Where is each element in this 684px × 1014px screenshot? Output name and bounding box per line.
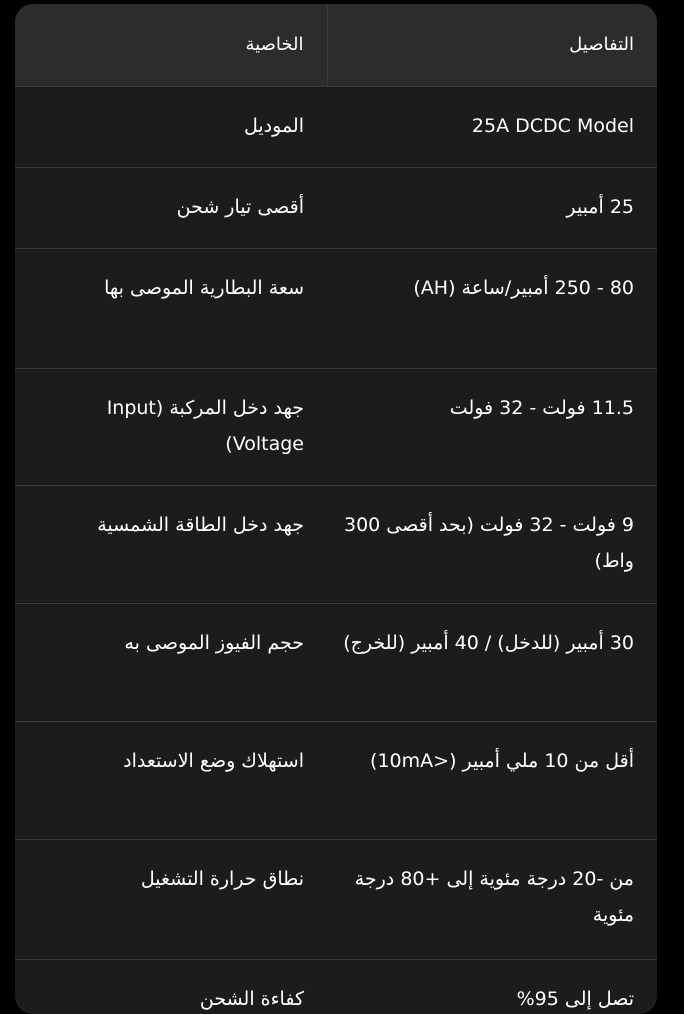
row-details: 30 أمبير (للدخل) / 40 أمبير (للخرج) [327, 603, 657, 721]
row-property: حجم الفيوز الموصى به [15, 603, 327, 721]
row-property: استهلاك وضع الاستعداد [15, 721, 327, 839]
table-row [15, 603, 657, 721]
row-details: تصل إلى 95% [516, 987, 634, 1010]
row-details: أقل من 10 ملي أمبير (<10mA) [327, 721, 657, 839]
row-details: 11.5 فولت - 32 فولت [327, 368, 657, 485]
row-property: جهد دخل الطاقة الشمسية [15, 485, 327, 603]
row-property: سعة البطارية الموصى بها [15, 248, 327, 368]
table-row [15, 368, 657, 485]
row-property: جهد دخل المركبة (Input Voltage) [15, 368, 327, 485]
table-row [15, 86, 657, 167]
table-row [15, 485, 657, 603]
row-details: 9 فولت - 32 فولت (بحد أقصى 300 واط) [327, 485, 657, 603]
row-details: 25A DCDC Model [327, 86, 657, 167]
row-property: كفاءة الشحن [199, 987, 304, 1010]
row-details: من -20 درجة مئوية إلى +80 درجة مئوية [327, 839, 657, 959]
table-row [15, 248, 657, 368]
row-property: نطاق حرارة التشغيل [15, 839, 327, 959]
table-row [15, 167, 657, 248]
table-header-row [15, 4, 657, 86]
row-property: الموديل [15, 86, 327, 167]
header-details: التفاصيل [327, 4, 657, 86]
spec-table [15, 4, 657, 1014]
table-row [15, 721, 657, 839]
spec-table-card [15, 4, 657, 1014]
header-property: الخاصية [15, 4, 327, 86]
row-details: 25 أمبير [327, 167, 657, 248]
row-property: أقصى تيار شحن [15, 167, 327, 248]
row-details: 80 - 250 أمبير/ساعة (AH) [327, 248, 657, 368]
table-row [15, 959, 657, 1014]
table-row [15, 839, 657, 959]
